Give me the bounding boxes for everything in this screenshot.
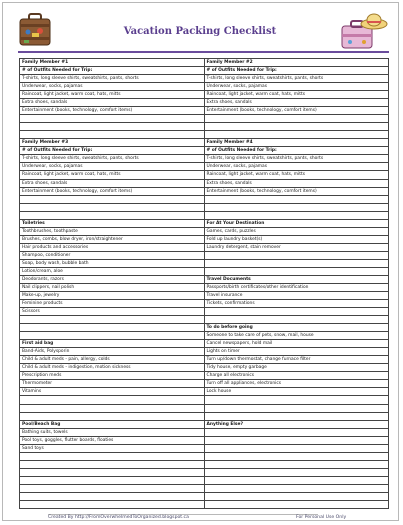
section-header-cell: # of Outfits Needed for Trip: bbox=[20, 67, 205, 75]
checklist-cell: Soap, body wash, bubble bath bbox=[20, 260, 205, 268]
checklist-cell: Laundry detergent, stain remover bbox=[205, 244, 390, 252]
checklist-cell bbox=[20, 212, 205, 220]
checklist-cell: Brushes, combs, blow dryer, iron/straightener bbox=[20, 236, 205, 244]
section-header-cell: Travel Documents bbox=[205, 276, 390, 284]
section-header-cell: # of Outfits Needed for Trip: bbox=[205, 147, 390, 155]
checklist-cell bbox=[205, 461, 390, 469]
checklist-cell: Cancel newspapers, hold mail bbox=[205, 340, 390, 348]
page-title: Vacation Packing Checklist bbox=[123, 26, 277, 37]
checklist-cell bbox=[205, 413, 390, 421]
checklist-cell bbox=[205, 252, 390, 260]
section-header-cell: For At Your Destination bbox=[205, 220, 390, 228]
section-header-cell: Family Member #4 bbox=[205, 139, 390, 147]
checklist-cell bbox=[205, 485, 390, 493]
checklist-cell: Prescription meds bbox=[20, 372, 205, 380]
checklist-cell bbox=[205, 453, 390, 461]
checklist-cell: Underwear, socks, pajamas bbox=[20, 83, 205, 91]
checklist-cell bbox=[20, 461, 205, 469]
checklist-cell bbox=[20, 396, 205, 404]
checklist-cell: Extra shoes, sandals bbox=[205, 180, 390, 188]
checklist-cell bbox=[205, 268, 390, 276]
checklist-cell bbox=[205, 469, 390, 477]
checklist-cell: Toothbrushes, toothpaste bbox=[20, 228, 205, 236]
checklist-cell bbox=[205, 501, 390, 509]
checklist-cell: Underwear, socks, pajamas bbox=[20, 163, 205, 171]
section-header-cell: First aid bag bbox=[20, 340, 205, 348]
checklist-cell bbox=[205, 212, 390, 220]
checklist-cell: Lights on timer bbox=[205, 348, 390, 356]
checklist-cell bbox=[20, 196, 205, 204]
checklist-cell: Nail clippers, nail polish bbox=[20, 284, 205, 292]
checklist-cell bbox=[20, 316, 205, 324]
checklist-cell bbox=[20, 115, 205, 123]
checklist-cell bbox=[20, 477, 205, 485]
checklist-cell bbox=[205, 493, 390, 501]
checklist-cell: Band-Aids, Polysporin bbox=[20, 348, 205, 356]
section-header-cell: Anything Else? bbox=[205, 421, 390, 429]
checklist-cell: Child & adult meds - pain, allergy, colds bbox=[20, 356, 205, 364]
checklist-cell: Extra shoes, sandals bbox=[205, 99, 390, 107]
checklist-cell: Raincoat, light jacket, warm coat, hats, mitts bbox=[20, 91, 205, 99]
checklist-cell bbox=[20, 485, 205, 493]
checklist-cell bbox=[20, 453, 205, 461]
checklist-cell bbox=[205, 308, 390, 316]
checklist-cell: T-shirts, long sleeve shirts, sweatshirts, pants, shorts bbox=[205, 155, 390, 163]
checklist-cell bbox=[205, 316, 390, 324]
checklist-cell bbox=[205, 115, 390, 123]
checklist-cell: Tidy house, empty garbage bbox=[205, 364, 390, 372]
checklist-cell bbox=[20, 123, 205, 131]
checklist-cell: Charge all electronics bbox=[205, 372, 390, 380]
checklist-cell bbox=[205, 204, 390, 212]
checklist-cell bbox=[205, 196, 390, 204]
checklist-cell: Passports/birth certificates/other identification bbox=[205, 284, 390, 292]
checklist-cell bbox=[205, 445, 390, 453]
checklist-cell bbox=[205, 396, 390, 404]
checklist-cell bbox=[205, 437, 390, 445]
checklist-cell: Turn off all appliances, electronics bbox=[205, 380, 390, 388]
section-header-cell: # of Outfits Needed for Trip: bbox=[205, 67, 390, 75]
checklist-cell bbox=[20, 131, 205, 139]
checklist-cell bbox=[20, 324, 205, 332]
checklist-cell: Fold up laundry basket(s) bbox=[205, 236, 390, 244]
checklist-cell: T-shirts, long sleeve shirts, sweatshirts, pants, shorts bbox=[205, 75, 390, 83]
checklist-cell: Sand toys bbox=[20, 445, 205, 453]
section-header-cell: To do before going bbox=[205, 324, 390, 332]
checklist-cell: Extra shoes, sandals bbox=[20, 99, 205, 107]
checklist-cell bbox=[205, 260, 390, 268]
checklist-cell: Raincoat, light jacket, warm coat, hats, mitts bbox=[20, 171, 205, 179]
checklist-cell bbox=[20, 501, 205, 509]
checklist-cell: Pool toys, goggles, flutter boards, floaties bbox=[20, 437, 205, 445]
checklist-cell bbox=[20, 493, 205, 501]
checklist-cell: Games, cards, puzzles bbox=[205, 228, 390, 236]
checklist-cell: Hair products and accessories bbox=[20, 244, 205, 252]
checklist-cell bbox=[20, 332, 205, 340]
footer-credit: Created By http://FromOverwhelmedToOrganized.blogspot.ca bbox=[48, 515, 189, 520]
checklist-cell bbox=[205, 477, 390, 485]
checklist-cell: Vitamins bbox=[20, 388, 205, 396]
checklist-cell: Lotion/cream, aloe bbox=[20, 268, 205, 276]
checklist-cell: Entertainment (books, technology, comfort items) bbox=[20, 107, 205, 115]
checklist-cell: Underwear, socks, pajamas bbox=[205, 163, 390, 171]
checklist-cell: Scissors bbox=[20, 308, 205, 316]
checklist-cell bbox=[205, 429, 390, 437]
checklist-table bbox=[19, 58, 389, 509]
checklist-cell: Extra shoes, sandals bbox=[20, 180, 205, 188]
checklist-cell: Entertainment (books, technology, comfort items) bbox=[205, 107, 390, 115]
checklist-cell bbox=[205, 123, 390, 131]
suitcase-with-hat-icon bbox=[336, 12, 388, 52]
checklist-cell: T-shirts, long sleeve shirts, sweatshirts, pants, shorts bbox=[20, 75, 205, 83]
checklist-cell: Feminine products bbox=[20, 300, 205, 308]
checklist-cell bbox=[20, 469, 205, 477]
checklist-cell: Bathing suits, towels bbox=[20, 429, 205, 437]
checklist-cell: Entertainment (books, technology, comfort items) bbox=[205, 188, 390, 196]
section-header-cell: # of Outfits Needed for Trip: bbox=[20, 147, 205, 155]
checklist-cell: Child & adult meds - indigestion, motion sickness bbox=[20, 364, 205, 372]
checklist-cell: T-shirts, long sleeve shirts, sweatshirts, pants, shorts bbox=[20, 155, 205, 163]
section-header-cell: Pool/Beach Bag bbox=[20, 421, 205, 429]
section-header-cell: Family Member #3 bbox=[20, 139, 205, 147]
checklist-cell: Travel insurance bbox=[205, 292, 390, 300]
checklist-cell bbox=[205, 131, 390, 139]
checklist-cell: Shampoo, conditioner bbox=[20, 252, 205, 260]
checklist-cell: Someone to take care of pets, snow, mail, house bbox=[205, 332, 390, 340]
section-header-cell: Family Member #1 bbox=[20, 59, 205, 67]
checklist-cell: Make-up, jewelry bbox=[20, 292, 205, 300]
title-divider bbox=[18, 51, 389, 53]
checklist-cell bbox=[20, 405, 205, 413]
suitcase-icon bbox=[18, 12, 52, 48]
section-header-cell: Family Member #2 bbox=[205, 59, 390, 67]
checklist-cell: Turn up/down thermostat, change furnace filter bbox=[205, 356, 390, 364]
checklist-cell: Deodorants, razors bbox=[20, 276, 205, 284]
section-header-cell: Toiletries bbox=[20, 220, 205, 228]
checklist-cell: Raincoat, light jacket, warm coat, hats, mitts bbox=[205, 171, 390, 179]
checklist-cell: Thermometer bbox=[20, 380, 205, 388]
checklist-cell: Tickets, confirmations bbox=[205, 300, 390, 308]
checklist-cell: Raincoat, light jacket, warm coat, hats, mitts bbox=[205, 91, 390, 99]
checklist-cell: Underwear, socks, pajamas bbox=[205, 83, 390, 91]
checklist-cell bbox=[205, 405, 390, 413]
checklist-cell bbox=[20, 204, 205, 212]
checklist-cell bbox=[20, 413, 205, 421]
footer-note: For Personal Use Only bbox=[296, 515, 347, 520]
checklist-cell: Lock house bbox=[205, 388, 390, 396]
checklist-cell: Entertainment (books, technology, comfort items) bbox=[20, 188, 205, 196]
